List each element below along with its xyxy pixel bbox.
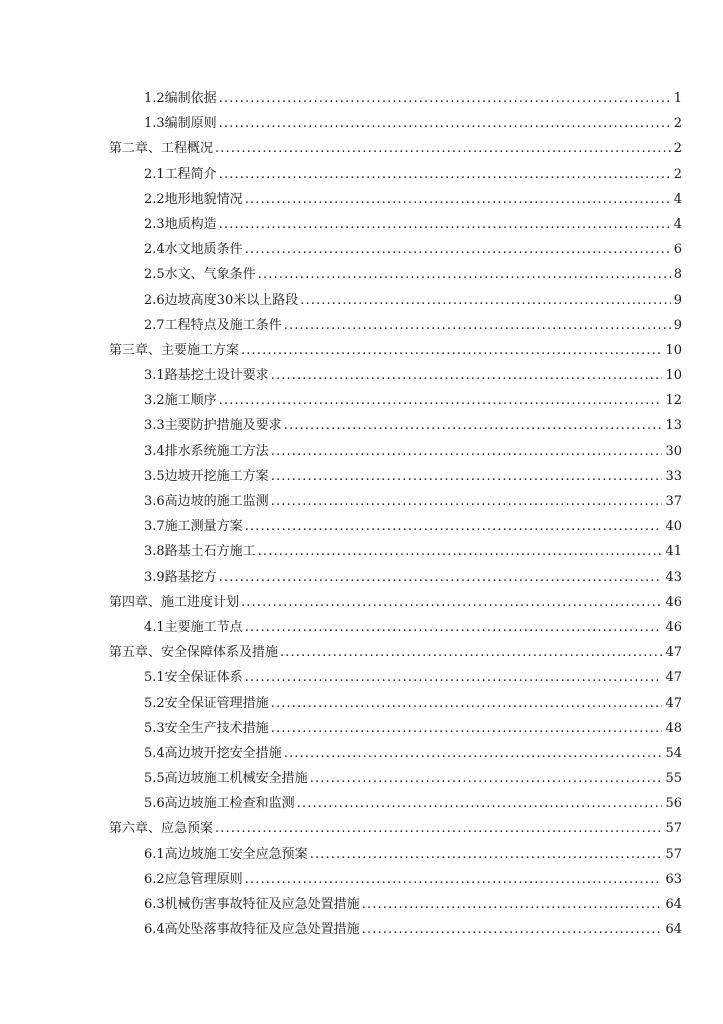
toc-entry-title: 6.4高处坠落事故特征及应急处置措施 [144,922,360,938]
toc-page-number: 56 [665,796,682,812]
toc-section-entry[interactable] [144,615,682,640]
toc-entry-title: 6.2应急管理原则 [144,871,243,887]
toc-entry-title: 第三章、主要施工方案 [109,342,240,358]
toc-entry-title: 3.4排水系统施工方法 [144,443,269,459]
toc-page-number: 8 [673,267,682,283]
dot-leader [362,892,663,917]
dot-leader [271,691,663,716]
toc-page-number: 57 [665,821,682,837]
dot-leader [271,489,663,514]
dot-leader [245,867,663,892]
toc-section-entry[interactable] [144,86,682,111]
toc-chapter-entry[interactable] [109,640,682,665]
toc-page-number: 1 [673,91,682,106]
toc-section-entry[interactable] [144,111,682,136]
toc-page-number: 10 [665,368,682,384]
toc-entry-title: 第二章、工程概况 [109,141,214,157]
toc-page-number: 4 [673,191,682,207]
toc-section-entry[interactable] [144,716,682,741]
toc-section-entry[interactable] [144,187,682,212]
toc-page-number: 41 [665,544,682,560]
dot-leader [362,917,663,942]
dot-leader [271,716,663,741]
toc-page-number: 46 [665,619,682,635]
table-of-contents [0,86,723,942]
toc-entry-title: 6.1高边坡施工安全应急预案 [144,846,308,862]
toc-section-entry[interactable] [144,565,682,590]
toc-chapter-entry[interactable] [109,590,682,615]
dot-leader [245,237,671,262]
toc-section-entry[interactable] [144,212,682,237]
toc-section-entry[interactable] [144,917,682,942]
dot-leader [310,842,663,867]
toc-page-number: 57 [665,846,682,862]
toc-page-number: 54 [665,745,682,761]
toc-page-number: 13 [665,418,682,434]
toc-entry-title: 3.6高边坡的施工监测 [144,494,269,509]
toc-page-number: 37 [665,494,682,509]
toc-entry-title: 2.3地质构造 [144,216,217,232]
toc-section-entry[interactable] [144,313,682,338]
dot-leader [245,514,663,539]
dot-leader [271,464,663,489]
toc-page-number: 43 [665,569,682,585]
dot-leader [241,590,662,615]
toc-page-number: 47 [665,645,682,661]
toc-chapter-entry[interactable] [109,136,682,161]
toc-section-entry[interactable] [144,489,682,514]
dot-leader [280,640,662,665]
toc-section-entry[interactable] [144,464,682,489]
toc-section-entry[interactable] [144,388,682,413]
toc-page-number: 6 [673,242,682,258]
toc-chapter-entry[interactable] [109,816,682,841]
toc-entry-title: 3.1路基挖土设计要求 [144,368,269,384]
toc-entry-title: 4.1主要施工节点 [144,619,243,635]
toc-page-number: 33 [665,468,682,484]
toc-page-number: 9 [673,317,682,333]
dot-leader [284,413,663,438]
toc-entry-title: 2.4水文地质条件 [144,242,243,258]
toc-entry-title: 第四章、施工进度计划 [109,594,240,610]
toc-entry-title: 5.6高边坡施工检查和监测 [144,796,295,812]
toc-entry-title: 1.3编制原则 [144,116,217,132]
toc-page-number: 64 [665,922,682,938]
toc-entry-title: 3.5边坡开挖施工方案 [144,468,269,484]
toc-section-entry[interactable] [144,766,682,791]
toc-entry-title: 2.2地形地貌情况 [144,191,243,207]
toc-page-number: 30 [665,443,682,459]
toc-entry-title: 3.2施工顺序 [144,393,217,409]
toc-entry-title: 2.6边坡高度30米以上路段 [144,292,299,308]
toc-page-number: 12 [665,393,682,409]
toc-section-entry[interactable] [144,665,682,690]
dot-leader [258,539,663,564]
dot-leader [219,162,671,187]
dot-leader [271,363,663,388]
dot-leader [258,262,671,287]
toc-entry-title: 5.4高边坡开挖安全措施 [144,745,282,761]
toc-section-entry[interactable] [144,363,682,388]
dot-leader [310,766,663,791]
toc-section-entry[interactable] [144,867,682,892]
dot-leader [219,86,671,111]
toc-page-number: 55 [665,771,682,787]
toc-entry-title: 第五章、安全保障体系及措施 [109,645,279,661]
toc-page-number: 4 [673,216,682,232]
toc-section-entry[interactable] [144,842,682,867]
toc-section-entry[interactable] [144,237,682,262]
toc-entry-title: 1.2编制依据 [144,91,217,106]
toc-section-entry[interactable] [144,539,682,564]
toc-page-number: 47 [665,670,682,686]
dot-leader [284,741,663,766]
dot-leader [219,388,663,413]
toc-page-number: 9 [673,292,682,308]
toc-page-number: 40 [665,519,682,535]
toc-entry-title: 3.9路基挖方 [144,569,217,585]
toc-section-entry[interactable] [144,288,682,313]
dot-leader [271,439,663,464]
dot-leader [297,791,663,816]
toc-entry-title: 3.3主要防护措施及要求 [144,418,282,434]
toc-entry-title: 第六章、应急预案 [109,821,214,837]
toc-entry-title: 5.1安全保证体系 [144,670,243,686]
toc-page-number: 47 [665,695,682,711]
toc-section-entry[interactable] [144,741,682,766]
dot-leader [245,665,663,690]
toc-page-number: 2 [673,141,682,157]
toc-entry-title: 6.3机械伤害事故特征及应急处置措施 [144,897,360,912]
dot-leader [215,136,671,161]
toc-section-entry[interactable] [144,162,682,187]
toc-page-number: 46 [665,594,682,610]
toc-entry-title: 3.8路基土石方施工 [144,544,256,560]
dot-leader [219,111,671,136]
dot-leader [245,615,663,640]
toc-section-entry[interactable] [144,892,682,917]
toc-entry-title: 3.7施工测量方案 [144,519,243,535]
dot-leader [300,288,671,313]
dot-leader [284,313,671,338]
dot-leader [219,565,663,590]
toc-page-number: 2 [673,116,682,132]
dot-leader [245,187,671,212]
toc-section-entry[interactable] [144,413,682,438]
toc-page-number: 64 [665,897,682,912]
toc-section-entry[interactable] [144,514,682,539]
toc-entry-title: 5.5高边坡施工机械安全措施 [144,771,308,787]
toc-chapter-entry[interactable] [109,338,682,363]
toc-section-entry[interactable] [144,262,682,287]
toc-section-entry[interactable] [144,791,682,816]
toc-page-number: 10 [665,342,682,358]
dot-leader [219,212,671,237]
toc-page-number: 63 [665,871,682,887]
dot-leader [215,816,662,841]
toc-section-entry[interactable] [144,439,682,464]
toc-section-entry[interactable] [144,691,682,716]
toc-entry-title: 2.5水文、气象条件 [144,267,256,283]
toc-entry-title: 5.2安全保证管理措施 [144,695,269,711]
toc-entry-title: 5.3安全生产技术措施 [144,720,269,736]
toc-page-number: 2 [673,166,682,182]
dot-leader [241,338,662,363]
toc-entry-title: 2.1工程简介 [144,166,217,182]
toc-entry-title: 2.7工程特点及施工条件 [144,317,282,333]
toc-page-number: 48 [665,720,682,736]
